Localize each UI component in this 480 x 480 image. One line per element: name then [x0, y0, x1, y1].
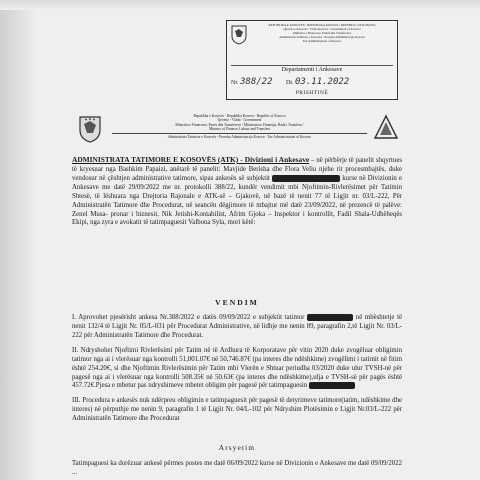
kosovo-emblem-icon — [231, 25, 247, 45]
arsyetim-heading: Arsyetim — [218, 444, 256, 452]
stamp-date: 03.11.2022 — [295, 77, 350, 87]
stamp-city: PRISHTINË — [295, 90, 329, 96]
atk-logo-icon — [374, 114, 398, 140]
received-stamp — [226, 20, 398, 100]
scan-shadow — [0, 0, 38, 480]
decision-item: II. Ndryshohet Njoftimi Rivlerësimi për Tatim në të Ardhura të Korporatave për vitin 2020 duke zvogëluar obligimin tatimor nga ai i vlerësuar nga kontrolli 51,001.07€ në 50,746.87€ (pa interes dhe ndëshkime) zvogëlimi i tatimit në fitim është 254.20€, si dhe Njoftimin Rivlerësimin për Tatim mbi Vlerën e Shtuar periudha 03/2020 duke ulur TVSH-në për pagesë nga ai i vlerësuar nga kontrolli 508.35€ në 50.63€ (pa interes dhe ndëshkime),ulja e TVSH-së për pagës është 457.72€.Pjesa e mbetur pas ndryshimeve mbetet obligim për pagesë për tatimpaguesin — [72, 346, 402, 390]
redaction-bar — [309, 382, 355, 389]
stamp-department: Departamenti i Ankesave — [281, 67, 343, 73]
vendim-heading: VENDIM — [215, 298, 259, 307]
stamp-divider — [231, 65, 393, 66]
closing-paragraph: Tatimpaguesi ka dorëzuar ankesë përmes postes me datë 06/09/2022 kurse në Divizionin e Ankesave me datë 09/09/2022 ... — [72, 460, 402, 476]
intro-paragraph: ADMINISTRATA TATIMORE E KOSOVËS (ATK) - Divizioni i Ankesave – në përbërje të panelit shqyrtues të kryesuar nga Bashkim Papaizi, anëtarë të panelit: Mavjide Berisha dhe Flora Veliu njehe rit procesmbajtës, duke vendosur në çështjen administrative tatimore, sipas ankesës së subjektit kurse në Divizionin e Ankesave me datë 29/09/2022 me nr. protokolli 388/22, kundër vendimit mbi Njoftimin-Rivlerësimet për Tatimin Shtesë, të lëshuara nga Drejtoria Rajonale e ATK-së – Gjakovë, në bazë të nenit 77 të Ligjit nr. 03/L-222, Për Administratën Tatimore dhe Procedurat, në seancën dëgjimore të mbajtur më datë 23/09/2022, në prezencë të palëve: Zenel Musa- pronar i biznesit, Nik Jetishi-Kontabilist, Afrim Gjoka – Inspektor i kontrollit, Fadil Shala-Udhëheqës Ekipi, nga zyra e avokatit të tatimpaguesit Valbona Syla, mori këtë: — [72, 155, 403, 227]
kosovo-coat-of-arms-icon — [78, 115, 102, 143]
scan-edge — [0, 0, 480, 10]
decision-list — [72, 314, 402, 430]
stamp-header: REPUBLIKA E KOSOVËS • REPUBLIKA KOSOVA • REPUBLIC OF KOSOVO Qeveria e Kosovës / Vlada Kosova / Government of Kosovo Ministria e Financave, Punës dhe Transfereve Administrata Tatimore e Kosovës / Poreska Administracija Kosova Tax Administration of Kosovo — [268, 23, 376, 43]
redaction-bar — [272, 175, 340, 182]
protocol-number: 388/22 — [240, 77, 273, 87]
institution-header: Republika e Kosovës - Republika Kosova - Republic of Kosovo Qeveria - Vlada - Government Ministria e Financave, Punës dhe Transfereve / Ministarstvo Finansija, Rada i Transfera / Ministry of Finance, Labour and Transfers Administrata Tatimore e Kosovës - Poreska Administracija Kosova - Tax Administration of Kosovo — [112, 114, 367, 139]
redaction-bar — [307, 314, 353, 321]
intro-title: ADMINISTRATA TATIMORE E KOSOVËS (ATK) - Divizioni i Ankesave — [72, 155, 310, 164]
stamp-protocol-row: Nr. 388/22 Dt. 03.11.2022 — [231, 77, 350, 87]
decision-item: I. Aprovohet pjesërisht ankesa Nr.388/2022 e datës 09/09/2022 e subjektit tatimor në mbështetje të nenit 132/4 të Ligjit Nr. 05/L-031 për Procedurat Administrative, në lidhje me nenin 89, paragrafin 2,të Ligjit Nr. 03/L-222 për Administratën Tatimore dhe Procedurat. — [72, 314, 402, 339]
decision-item: III. Procedura e ankesës nuk ndërpreu obligimin e tatimpaguesit për pagesë të detyrimeve tatimore(tatim, ndëshkime dhe interes) në përputhje me nenin 9, paragrafin 1 të Ligjit Nr. 04/L-102 për Ndryshim Plotësimin e Ligjit Nr.03/L-222 për Administratën Tatimore dhe Procedurat — [72, 397, 402, 423]
